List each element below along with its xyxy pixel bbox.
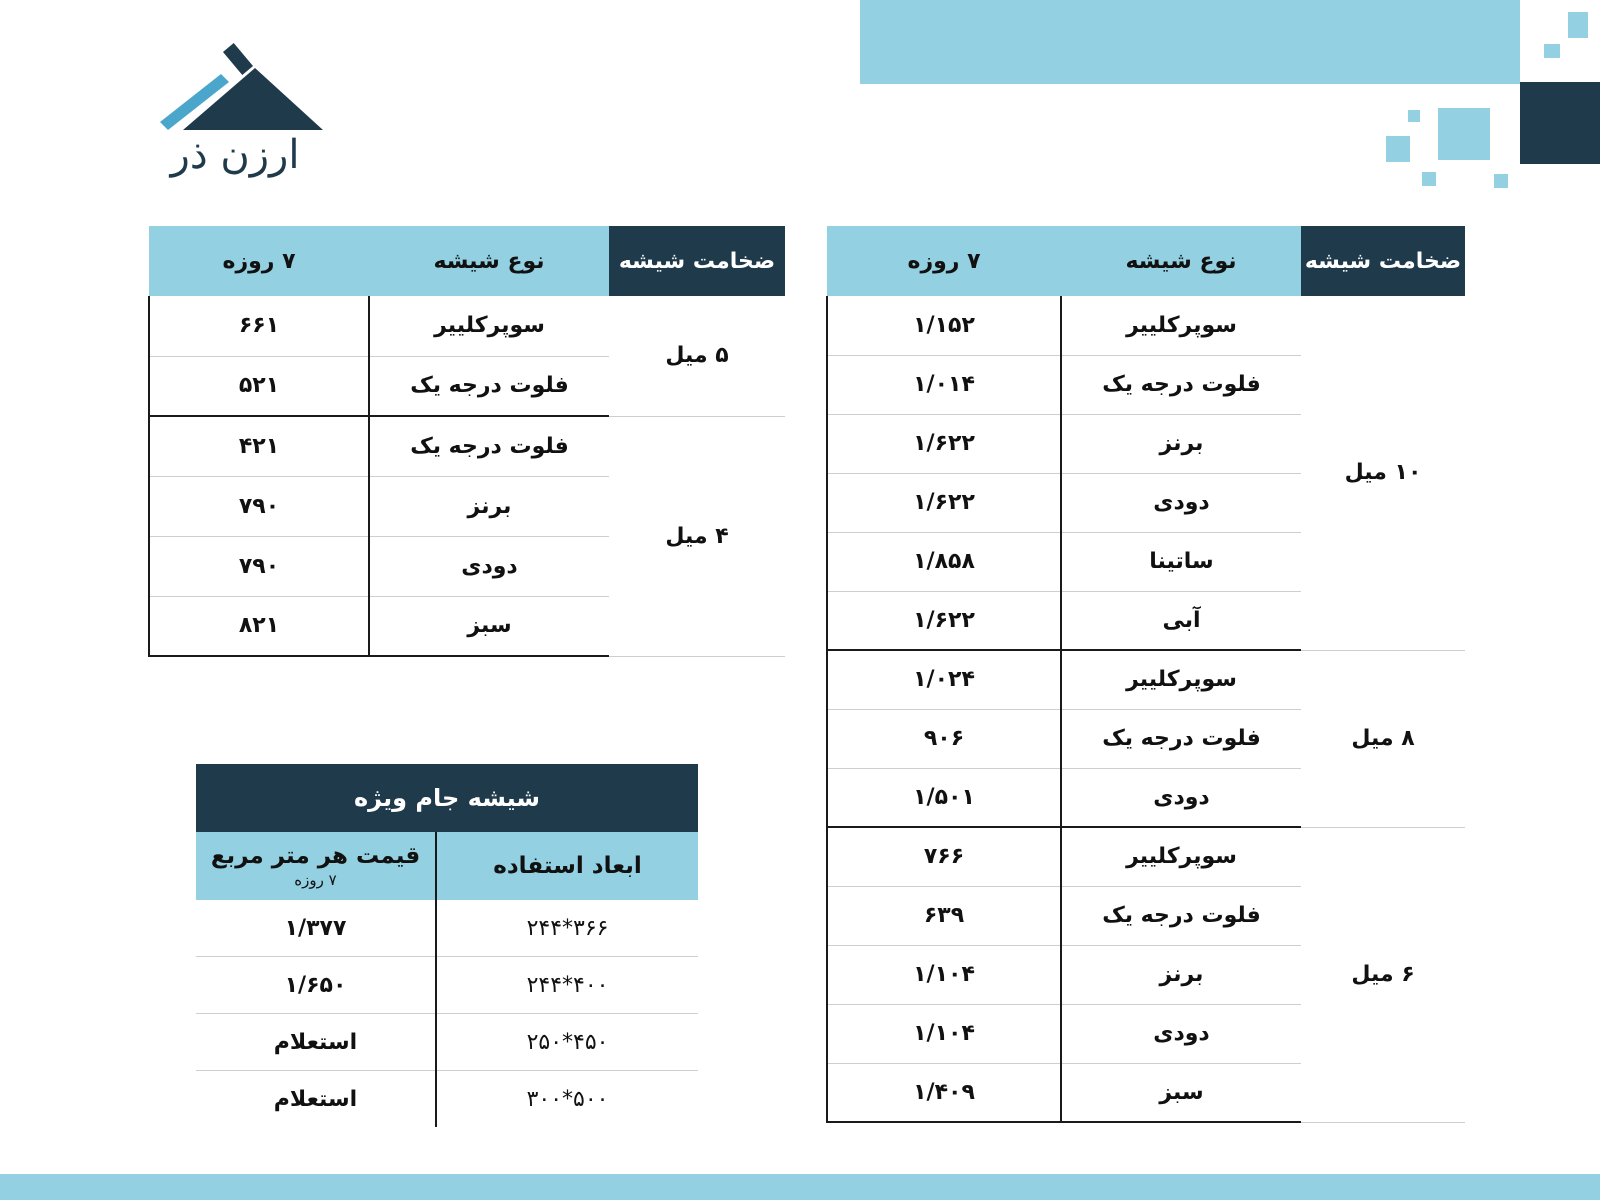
deco-square [1544,44,1560,58]
glass-type-cell: برنز [369,476,609,536]
table-row [827,650,1465,709]
deco-square [1422,172,1436,186]
brand-logo [155,40,335,200]
header-thickness: ضخامت شیشه [1301,226,1465,296]
special-table-title: شیشه جام ویژه [196,764,698,832]
thickness-cell: ۶ میل [1301,827,1465,1122]
header-dimensions: ابعاد استفاده [436,832,698,900]
glass-type-cell: سبز [369,596,609,656]
glass-type-cell: دودی [1061,768,1301,827]
table-header-row [149,226,785,296]
glass-type-cell: سوپرکلییر [1061,296,1301,355]
price-cell: ۸۲۱ [149,596,369,656]
thickness-cell: ۱۰ میل [1301,296,1465,650]
dimension-cell: ۳۶۶*۲۴۴ [436,900,698,957]
table-row [149,296,785,356]
price-cell: ۶۶۱ [149,296,369,356]
table-row [149,416,785,476]
header-price-per-m2-sub: ۷ روزه [294,871,337,889]
header-price-per-m2 [196,832,436,900]
price-cell: ۷۹۰ [149,536,369,596]
header-glass-type: نوع شیشه [369,226,609,296]
footer-accent-bar [0,1174,1600,1200]
table-row [196,1014,698,1071]
glass-type-cell: فلوت درجه یک [369,356,609,416]
table-header-row [827,226,1465,296]
price-cell: ۱/۸۵۸ [827,532,1061,591]
header-glass-type: نوع شیشه [1061,226,1301,296]
price-cell: ۱/۶۵۰ [196,957,436,1014]
glass-type-cell: سوپرکلییر [1061,827,1301,886]
glass-type-cell: فلوت درجه یک [369,416,609,476]
dimension-cell: ۴۰۰*۲۴۴ [436,957,698,1014]
thickness-cell: ۸ میل [1301,650,1465,827]
price-cell: ۱/۱۰۴ [827,945,1061,1004]
deco-square [1438,108,1490,160]
dimension-cell: ۴۵۰*۲۵۰ [436,1014,698,1071]
header-price-7day: ۷ روزه [827,226,1061,296]
thickness-cell: ۵ میل [609,296,785,416]
price-cell: ۱/۶۲۲ [827,414,1061,473]
price-cell: ۱/۶۲۲ [827,473,1061,532]
price-cell: استعلام [196,1014,436,1071]
price-cell: ۱/۰۲۴ [827,650,1061,709]
table-row [196,957,698,1014]
table-row [827,296,1465,355]
price-cell: ۱/۳۷۷ [196,900,436,957]
glass-type-cell: برنز [1061,945,1301,1004]
glass-type-cell: دودی [369,536,609,596]
glass-type-cell: دودی [1061,473,1301,532]
price-cell: ۶۳۹ [827,886,1061,945]
deco-square [1494,174,1508,188]
price-cell: ۵۲۱ [149,356,369,416]
glass-type-cell: سبز [1061,1063,1301,1122]
deco-square [1568,12,1588,38]
price-cell: استعلام [196,1071,436,1128]
price-cell: ۱/۱۵۲ [827,296,1061,355]
price-cell: ۱/۰۱۴ [827,355,1061,414]
glass-type-cell: فلوت درجه یک [1061,355,1301,414]
header-accent-bar [860,0,1520,84]
header-dark-block [1520,82,1600,164]
table-row [827,827,1465,886]
glass-type-cell: برنز [1061,414,1301,473]
header-price-per-m2-label: قیمت هر متر مربع [210,843,421,869]
price-cell: ۱/۱۰۴ [827,1004,1061,1063]
table-row [196,900,698,957]
price-table-right [826,226,1465,1123]
price-cell: ۱/۶۲۲ [827,591,1061,650]
deco-square [1386,136,1410,162]
glass-type-cell: فلوت درجه یک [1061,886,1301,945]
price-cell: ۷۶۶ [827,827,1061,886]
price-cell: ۴۲۱ [149,416,369,476]
header-price-7day: ۷ روزه [149,226,369,296]
price-cell: ۹۰۶ [827,709,1061,768]
special-glass-table [196,764,698,1127]
header-thickness: ضخامت شیشه [609,226,785,296]
brand-name: ارزن ذر [170,132,300,178]
deco-square [1408,110,1420,122]
thickness-cell: ۴ میل [609,416,785,656]
glass-type-cell: فلوت درجه یک [1061,709,1301,768]
price-cell: ۱/۴۰۹ [827,1063,1061,1122]
price-cell: ۷۹۰ [149,476,369,536]
glass-type-cell: سوپرکلییر [369,296,609,356]
glass-type-cell: ساتینا [1061,532,1301,591]
table-row [196,1071,698,1128]
glass-type-cell: دودی [1061,1004,1301,1063]
price-cell: ۱/۵۰۱ [827,768,1061,827]
price-table-left [148,226,785,657]
logo-roof-icon [155,40,335,140]
glass-type-cell: آبی [1061,591,1301,650]
dimension-cell: ۵۰۰*۳۰۰ [526,1086,609,1112]
glass-type-cell: سوپرکلییر [1061,650,1301,709]
